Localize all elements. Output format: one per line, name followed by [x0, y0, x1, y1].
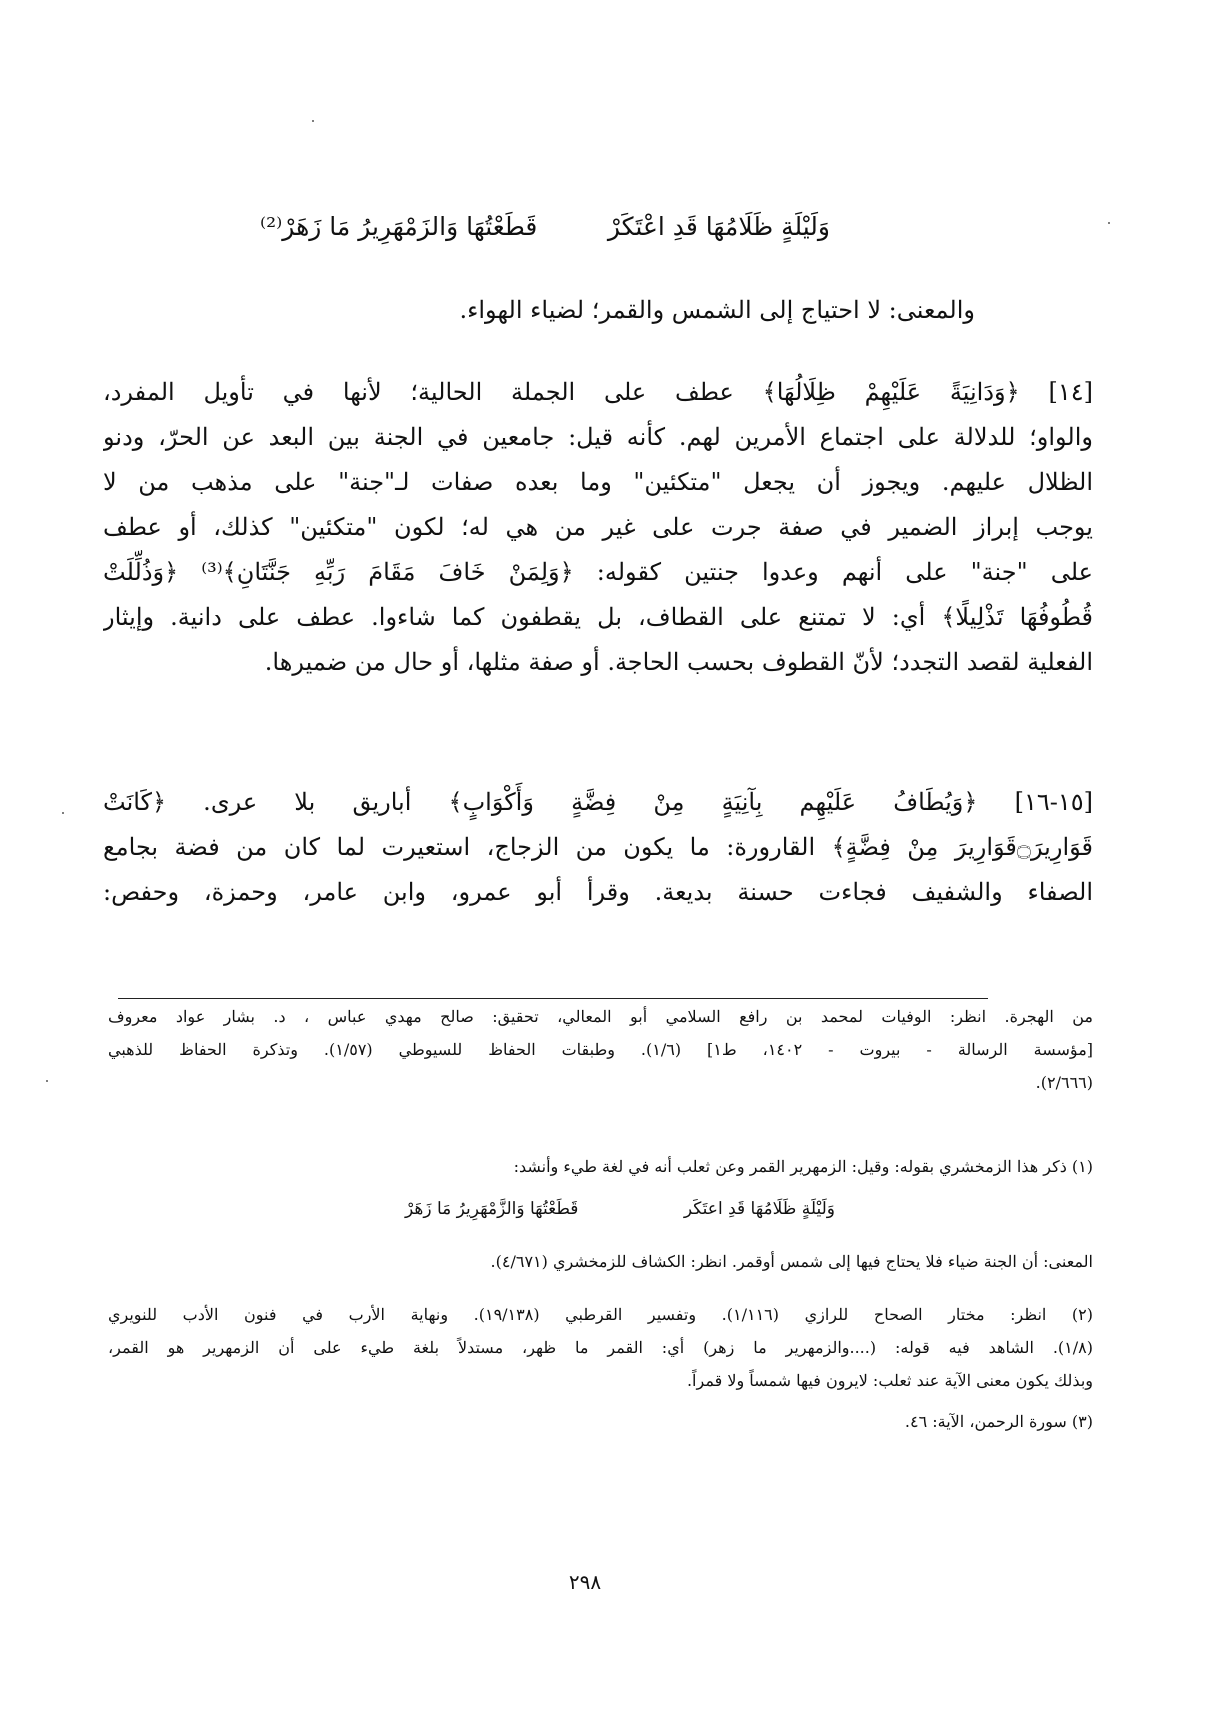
paragraph-line: يوجب إبراز الضمير في صفة جرت على غير من هي له؛ لكون "متكئين" كذلك، أو عطف [103, 513, 1093, 541]
page-number: ٢٩٨ [568, 1570, 602, 1594]
paragraph-line: الصفاء والشفيف فجاءت حسنة بديعة. وقرأ أبو عمرو، وابن عامر، وحمزة، وحفص: [103, 878, 1093, 906]
footnote-verse-first: وَلَيْلَةٍ ظَلَامُهَا قَدِ اعتَكَر [683, 1199, 835, 1219]
commentary-verse-14 [103, 370, 1093, 685]
paragraph-line: والواو؛ للدلالة على اجتماع الأمرين لهم. كأنه قيل: جامعين في الجنة بين البعد عن الحرّ، ودنو [103, 423, 1093, 451]
verse-hemistich-second: قَطَعْتُهَا وَالزَمْهَرِيرُ مَا زَهَرْ⁽²⁾ [260, 212, 538, 241]
paragraph-line: قَوَارِيرَ۝قَوَارِيرَ مِنْ فِضَّةٍ﴾ القارورة: ما يكون من الزجاج، استعيرت لما كان من فضة بجامع [103, 833, 1093, 861]
footnote-1-meaning [108, 1245, 1093, 1278]
scan-speck [312, 120, 314, 122]
scan-speck [46, 1080, 48, 1082]
paragraph-line: الظلال عليهم. ويجوز أن يجعل "متكئين" وما بعده صفات لـ"جنة" على مذهب من لا [103, 468, 1093, 496]
footnote-line: وبذلك يكون معنى الآية عند ثعلب: لايرون فيها شمساً ولا قمراً. [686, 1371, 1093, 1390]
verse-meaning: والمعنى: لا احتياج إلى الشمس والقمر؛ لضياء الهواء. [459, 296, 975, 324]
footnote-line: (٣) سورة الرحمن، الآية: ٤٦. [904, 1412, 1093, 1431]
scan-speck [1108, 222, 1110, 224]
footnote-3 [108, 1405, 1093, 1438]
paragraph-line: قُطُوفُهَا تَذْلِيلًا﴾ أي: لا تمتنع على القطاف، بل يقطفون كما شاءوا. عطف على دانية. وإيثار [103, 603, 1093, 631]
paragraph-line: [١٤] ﴿وَدَانِيَةً عَلَيْهِمْ ظِلَالُهَا﴾ عطف على الجملة الحالية؛ لأنها في تأويل المفرد، [103, 378, 1093, 406]
footnote-separator [118, 998, 988, 999]
paragraph-line: الفعلية لقصد التجدد؛ لأنّ القطوف بحسب الحاجة. أو صفة مثلها، أو حال من ضميرها. [264, 648, 1093, 676]
poetry-verse [260, 212, 830, 262]
footnote-1-verse [405, 1199, 835, 1231]
footnote-line: (٢/٦٦٦). [1035, 1073, 1093, 1092]
footnote-line: [مؤسسة الرسالة - بيروت - ١٤٠٢، ط١] (١/٦). وطبقات الحفاظ للسيوطي (١/٥٧). وتذكرة الحفاظ للذهبي [108, 1040, 1093, 1059]
footnote-line: (١) ذكر هذا الزمخشري بقوله: وقيل: الزمهرير القمر وعن ثعلب أنه في لغة طيء وأنشد: [513, 1157, 1093, 1176]
scan-speck [62, 812, 64, 814]
footnote-2 [108, 1298, 1093, 1397]
paragraph-line: على "جنة" على أنهم وعدوا جنتين كقوله: ﴿وَلِمَنْ خَافَ مَقَامَ رَبِّهِ جَنَّتَانِ﴾⁽³⁾ ﴿وَذُلِّلَتْ [103, 558, 1093, 586]
footnote-line: من الهجرة. انظر: الوفيات لمحمد بن رافع السلامي أبو المعالي، تحقيق: صالح مهدي عباس ، د. بشار عواد معروف [108, 1007, 1093, 1026]
footnote-line: (٢) انظر: مختار الصحاح للرازي (١/١١٦). وتفسير القرطبي (١٩/١٣٨). ونهاية الأرب في فنون الأدب للنويري [108, 1305, 1093, 1324]
verse-hemistich-first: وَلَيْلَةٍ ظَلَامُهَا قَدِ اعْتَكَرْ [607, 212, 830, 241]
footnote-line: المعنى: أن الجنة ضياء فلا يحتاج فيها إلى شمس أوقمر. انظر: الكشاف للزمخشري (٤/٦٧١). [490, 1252, 1093, 1271]
footnote-verse-second: قَطَعْتُهَا وَالزَّمْهَرِيرُ مَا زَهَرْ [405, 1199, 579, 1219]
footnote-continuation [108, 1000, 1093, 1099]
paragraph-line: [١٥-١٦] ﴿وَيُطَافُ عَلَيْهِم بِآنِيَةٍ مِنْ فِضَّةٍ وَأَكْوَابٍ﴾ أباريق بلا عرى. ﴿كَانَتْ [103, 788, 1093, 816]
commentary-verse-15-16 [103, 780, 1093, 915]
footnote-line: (١/٨). الشاهد فيه قوله: (....والزمهرير ما زهر) أي: القمر ما ظهر، مستدلاً بلغة طيء على أن الزمهرير هو القمر، [108, 1338, 1093, 1357]
footnote-1 [108, 1150, 1093, 1183]
